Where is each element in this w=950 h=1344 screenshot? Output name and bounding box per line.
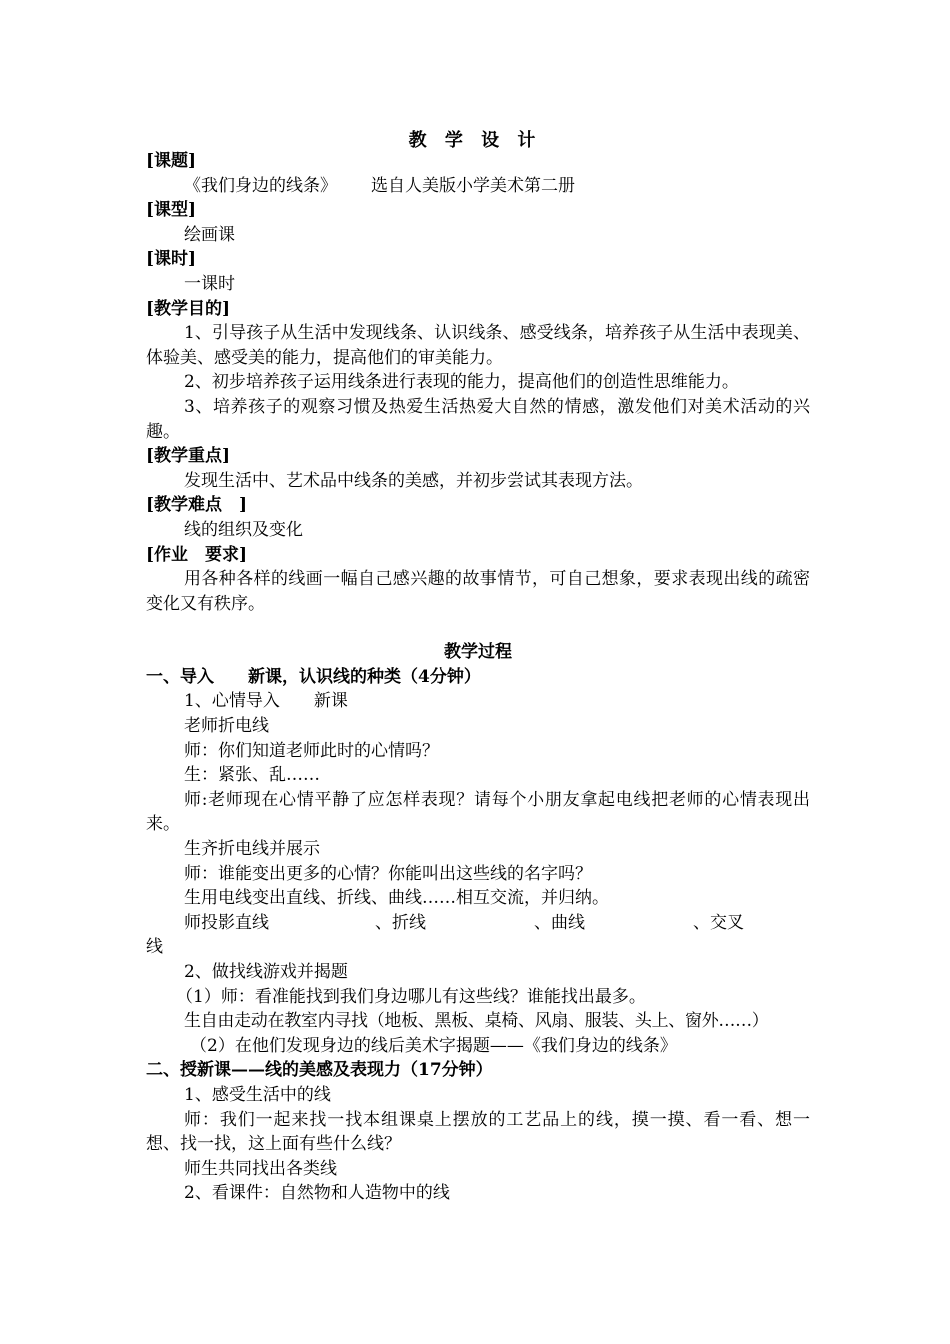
key-points-value: 发现生活中、艺术品中线条的美感，并初步尝试其表现方法。 [184,470,643,491]
part1-line: 师:老师现在心情平静了应怎样表现？请每个小朋友拿起电线把老师的心情表现出来。 [146,789,810,835]
part2-line: 2、看课件：自然物和人造物中的线 [184,1183,450,1204]
part1-line: 师：谁能变出更多的心情？你能叫出这些线的名字吗？ [184,863,592,884]
difficulties-heading: [教学难点 ] [146,495,248,516]
line-type-straight: 师投影直线 [184,912,269,933]
part1-line: （1）师：看准能找到我们身边哪儿有这些线？谁能找出最多。 [176,986,646,1007]
part2-heading: 二、授新课——线的美感及表现力（17分钟） [146,1060,493,1081]
part1-line: 老师折电线 [184,716,269,737]
goal-item: 1、引导孩子从生活中发现线条、认识线条、感受线条，培养孩子从生活中表现美、体验美、感受美的能力，提高他们的审美能力。 [146,323,810,368]
line-types-row [146,911,810,936]
part1-line: 生：紧张、乱…… [184,765,320,786]
part1-line: 生用电线变出直线、折线、曲线……相互交流，并归纳。 [184,888,609,909]
homework-heading: [作业 要求] [146,544,248,565]
topic-name: 《我们身边的线条》 [184,175,337,196]
part1-line: 2、做找线游戏并揭题 [184,962,348,982]
part2-line: 师生共同找出各类线 [184,1158,337,1179]
topic-heading: [课题] [146,151,197,171]
part1-line: 生齐折电线并展示 [184,839,320,860]
document-body [146,149,810,1206]
lesson-time-heading: [课时] [146,249,197,270]
part2-line: 1、感受生活中的线 [184,1084,331,1105]
part1-line: （2）在他们发现身边的线后美术字揭题——《我们身边的线条》 [190,1035,677,1056]
part1-line: 1、心情导入 新课 [184,691,348,712]
goal-item: 3、培养孩子的观察习惯及热爱生活热爱大自然的情感，激发他们对美术活动的兴趣。 [146,396,810,442]
part1-heading: 一、导入 新课，认识线的种类（4分钟） [146,666,481,687]
line-type-zigzag: 、折线 [375,912,426,933]
line-type-curve: 、曲线 [534,912,585,933]
document-title: 教 学 设 计 [408,130,542,151]
difficulties-value: 线的组织及变化 [184,519,303,540]
lesson-time-value: 一课时 [184,273,235,294]
homework-value: 用各种各样的线画一幅自己感兴趣的故事情节，可自己想象，要求表现出线的疏密变化又有秩序。 [146,569,810,614]
line-type-cross: 、交叉 [693,912,744,933]
part1-line: 师：你们知道老师此时的心情吗？ [184,740,439,761]
lesson-type-heading: [课型] [146,200,197,221]
topic-line [146,174,810,199]
topic-source: 选自人美版小学美术第二册 [371,175,575,196]
key-points-heading: [教学重点] [146,446,231,467]
goals-heading: [教学目的] [146,298,231,319]
lesson-type-value: 绘画课 [184,224,235,245]
goal-item: 2、初步培养孩子运用线条进行表现的能力，提高他们的创造性思维能力。 [184,372,739,393]
part2-line: 师：我们一起来找一找本组课桌上摆放的工艺品上的线，摸一摸、看一看、想一想、找一找，这上面有些什么线？ [146,1109,810,1155]
part1-line: 生自由走动在教室内寻找（地板、黑板、桌椅、风扇、服装、头上、窗外……） [184,1011,769,1032]
line-types-row-end: 线 [146,937,163,958]
process-heading: 教学过程 [444,642,512,663]
